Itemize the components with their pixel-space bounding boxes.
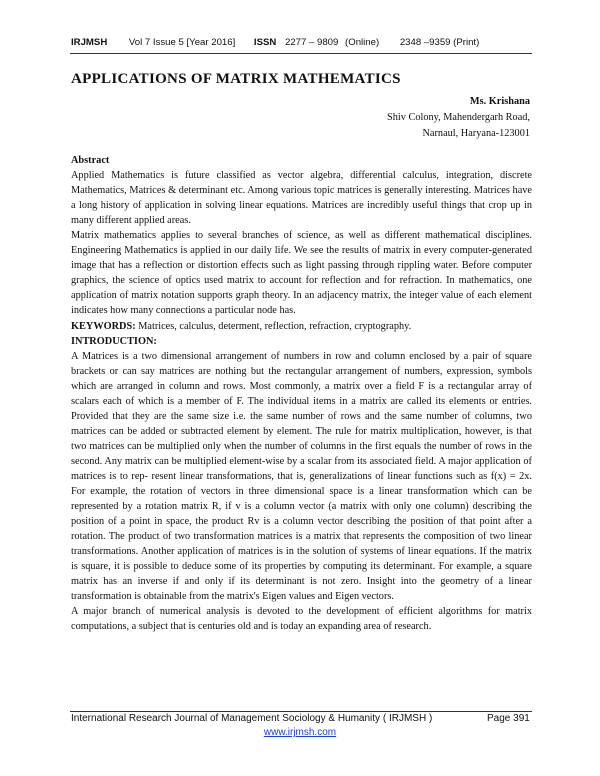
- paper-title: APPLICATIONS OF MATRIX MATHEMATICS: [71, 71, 401, 87]
- body-content: [71, 153, 532, 635]
- footer-journal-name: International Research Journal of Management Sociology & Humanity ( IRJMSH ): [71, 713, 433, 724]
- introduction-heading: INTRODUCTION:: [71, 335, 157, 347]
- introduction-paragraph-2: A major branch of numerical analysis is devoted to the development of efficient algorithms for matrix computations, a subject that is centuries old and is today an expanding area of research.: [71, 606, 532, 633]
- abstract-paragraph-2: Matrix mathematics applies to several branches of science, as well as different mathematical disciplines. Engineering Mathematics is applied in our daily life. We see the results of matrix in every computer-generated image that has a reflection or distortion effects such as light passing through rippling water. Before computer graphics, the science of optics used matrix to account for reflection and for refraction. In mathematics, one application of matrix notation supports graph theory. In an adjacency matrix, the integer value of each element indicates how many connections a particular node has.: [71, 230, 532, 317]
- footer-divider: [70, 711, 532, 712]
- author-address-line1: Shiv Colony, Mahendergarh Road,: [387, 112, 530, 123]
- keywords-text: Matrices, calculus, determent, reflection, refraction, cryptography.: [138, 320, 412, 332]
- issn-label: ISSN: [253, 37, 277, 48]
- author-block: [387, 94, 530, 142]
- running-header: [71, 37, 531, 48]
- issn-online: 2277 – 9809: [285, 37, 339, 48]
- online-tag: (Online): [345, 37, 380, 48]
- introduction-paragraph-1: A Matrices is a two dimensional arrangement of numbers in row and column enclosed by a pair of square brackets or can say matrices are nothing but the rectangular arrangement of numbers, expression, symbols which are arranged in column and rows. Most commonly, a matrix over a field F is a rectangular array of scalars each of which is a member of F. The individual items in a matrix are called its elements or entries. Provided that they are the same size i.e. the same number of rows and the same number of columns, two matrices can be added or subtracted element by element. The rule for matrix multiplication, however, is that two matrices can be multiplied only when the number of columns in the first equals the number of rows in the second. Any matrix can be multiplied element-wise by a scalar from its associated field. A major application of matrices is to rep- resent linear transformations, that is, generalizations of linear functions such as f(x) = 2x. For example, the rotation of vectors in three dimensional space is a linear transformation which can be represented by a rotation matrix R, if v is a column vector (a matrix with only one column) describing the position of a point in space, the product Rv is a column vector describing the position of that point after a rotation. The product of two transformation matrices is a matrix that represents the composition of two linear transformations. Another application of matrices is in the solution of systems of linear equations. If the matrix is square, it is possible to deduce some of its properties by computing its determinant. For example, a square matrix has an inverse if and only if its determinant is not zero. Insight into the geometry of a linear transformation is obtainable from the matrix's Eigen values and Eigen vectors.: [71, 350, 532, 603]
- running-footer: [71, 713, 532, 724]
- volume-info: Vol 7 Issue 5 [Year 2016]: [128, 37, 236, 48]
- header-divider: [70, 53, 532, 54]
- author-address-line2: Narnaul, Haryana-123001: [422, 128, 530, 139]
- issn-print: 2348 –9359 (Print): [399, 37, 480, 48]
- journal-abbrev: IRJMSH: [71, 37, 108, 48]
- keywords-line: [71, 319, 532, 334]
- page-number: Page 391: [487, 713, 530, 724]
- abstract-paragraph-1: Applied Mathematics is future classified as vector algebra, differential calculus, integration, discrete Mathematics, Matrices & determinant etc. Among various topic matrices is generally interesting. Matrices have a long history of application in solving linear equations. Matrices are incredibly useful things that crop up in many different applied areas.: [71, 170, 532, 227]
- journal-url-link[interactable]: www.irjmsh.com: [263, 727, 337, 738]
- abstract-heading: Abstract: [71, 155, 110, 166]
- author-name: Ms. Krishana: [469, 96, 530, 107]
- keywords-label: KEYWORDS:: [71, 320, 136, 332]
